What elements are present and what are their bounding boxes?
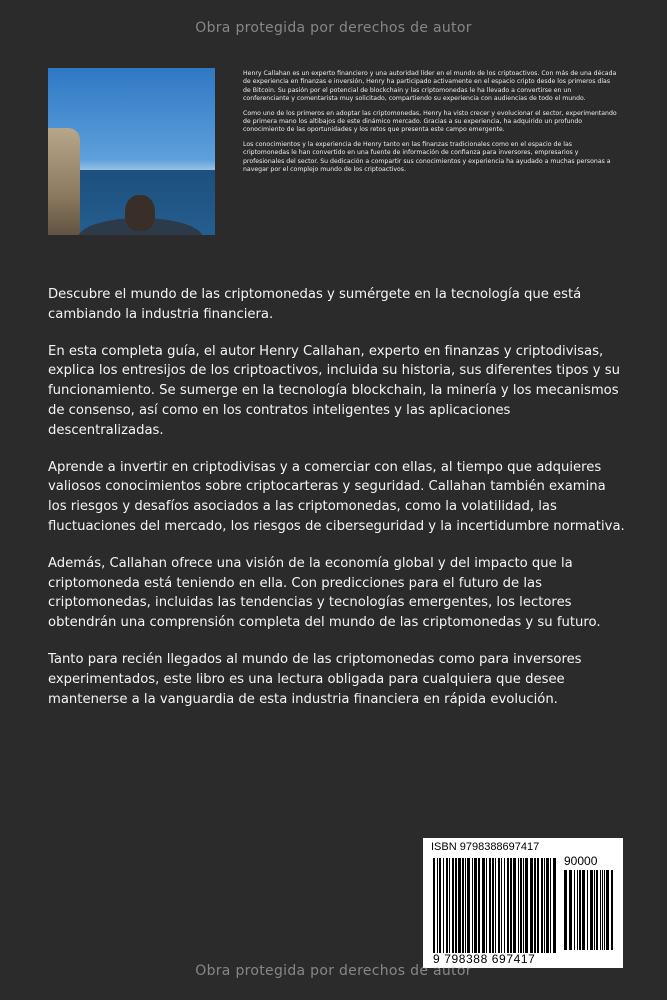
photo-cliff xyxy=(48,128,80,235)
isbn-barcode xyxy=(423,838,623,968)
barcode-addon-bars xyxy=(564,870,614,950)
barcode-bar xyxy=(537,858,539,953)
book-description xyxy=(48,285,628,726)
barcode-bar xyxy=(590,870,593,950)
description-paragraph: En esta completa guía, el autor Henry Callahan, experto en finanzas y criptodivisas, explica los entresijos de los criptoactivos, incluida su historia, sus diferentes tipos y su funcionamiento. Se sumerge en la tecnología blockchain, la minería y los mecanismos de consenso, así como en los contratos inteligentes y las aplicaciones descentralizadas. xyxy=(48,343,620,438)
barcode-main-bars xyxy=(433,858,559,953)
barcode-bar xyxy=(600,870,601,950)
author-bio-paragraph: Henry Callahan es un experto financiero y una autoridad líder en el mundo de los criptoactivos. Con más de una década de experiencia en finanzas e inversión, Henry ha participado activamente en el espacio cripto desde los primeros días de Bitcoin. Su pasión por el potencial de blockchain y las criptomonedas le ha llevado a convertirse en un conferenciante y comentarista muy solicitado, compartiendo su experiencia con audiencias de todo el mundo. xyxy=(243,70,617,103)
barcode-bar xyxy=(452,858,454,953)
photo-person-head xyxy=(125,195,155,231)
author-bio xyxy=(243,70,618,180)
barcode-bar xyxy=(544,858,545,953)
barcode-bar xyxy=(495,858,496,953)
barcode-bar xyxy=(574,870,575,950)
barcode-digits: 9 798388 697417 xyxy=(433,952,536,966)
barcode-bar xyxy=(446,858,448,953)
description-paragraph: Descubre el mundo de las criptomonedas y sumérgete en la tecnología que está cambiando la industria financiera. xyxy=(48,287,582,322)
barcode-bar xyxy=(594,870,595,950)
barcode-bar xyxy=(518,858,519,953)
author-photo xyxy=(48,68,215,235)
barcode-bar xyxy=(504,858,505,953)
barcode-bar xyxy=(449,858,450,953)
barcode-bar xyxy=(577,870,578,950)
description-paragraph: Tanto para recién llegados al mundo de las criptomonedas como para inversores experimentados, este libro es una lectura obligada para cualquiera que desee mantenerse a la vanguardia de esta industria financiera en rápida evolución. xyxy=(48,651,582,707)
barcode-bar xyxy=(569,870,572,950)
barcode-bar xyxy=(530,858,533,953)
barcode-bar xyxy=(467,858,470,953)
barcode-bar xyxy=(489,858,491,953)
barcode-bar xyxy=(472,858,473,953)
barcode-bar xyxy=(501,858,502,953)
barcode-bar xyxy=(513,858,516,953)
isbn-label: ISBN 9798388697417 xyxy=(431,841,540,853)
barcode-bar xyxy=(564,870,567,950)
barcode-bar xyxy=(534,858,536,953)
barcode-bar xyxy=(433,858,435,953)
barcode-bar xyxy=(482,858,485,953)
barcode-bar xyxy=(455,858,457,953)
barcode-bar xyxy=(546,858,549,953)
barcode-bar xyxy=(492,858,494,953)
author-bio-paragraph: Los conocimientos y la experiencia de Henry tanto en las finanzas tradicionales como en el espacio de las criptomonedas le han convertido en una fuente de información de confianza para inversores, empresarios y profesionales del sector. Su dedicación a compartir sus conocimientos y experiencia ha ayudado a muchas personas a navegar por el complejo mundo de los criptoactivos. xyxy=(243,140,611,174)
barcode-bar xyxy=(443,858,444,953)
barcode-bar xyxy=(465,858,466,953)
barcode-bar xyxy=(486,858,487,953)
barcode-bar xyxy=(579,870,581,950)
barcode-bar xyxy=(520,858,522,953)
barcode-bar xyxy=(474,858,477,953)
barcode-bar xyxy=(602,870,603,950)
barcode-bar xyxy=(523,858,524,953)
description-paragraph: Además, Callahan ofrece una visión de la economía global y del impacto que la criptomoneda está teniendo en ella. Con predicciones para el futuro de las criptomonedas, incluidas las tendencias y tecnologías emergentes, los lectores obtendrán una comprensión completa del mundo de las criptomonedas y su futuro. xyxy=(48,555,601,631)
barcode-bar xyxy=(596,870,598,950)
barcode-bar xyxy=(606,870,609,950)
barcode-bar xyxy=(582,870,585,950)
barcode-bar xyxy=(525,858,528,953)
barcode-bar xyxy=(550,858,551,953)
barcode-bar xyxy=(611,870,613,950)
barcode-bar xyxy=(604,870,605,950)
barcode-bar xyxy=(587,870,588,950)
barcode-bar xyxy=(478,858,480,953)
barcode-bar xyxy=(437,858,438,953)
watermark-top: Obra protegida por derechos de autor xyxy=(195,20,472,36)
barcode-bar xyxy=(498,858,500,953)
barcode-bar xyxy=(507,858,509,953)
price-code: 90000 xyxy=(564,854,598,868)
author-bio-paragraph: Como uno de los primeros en adoptar las criptomonedas, Henry ha visto crecer y evolucionar el sector, experimentando de primera mano los altibajos de este dinámico mercado. Gracias a su experiencia, ha adquirido un profundo conocimiento de las oportunidades y los retos que presenta este campo emergente. xyxy=(243,109,617,134)
barcode-bar xyxy=(458,858,461,953)
barcode-bar xyxy=(553,858,556,953)
barcode-bar xyxy=(439,858,441,953)
barcode-bar xyxy=(462,858,464,953)
barcode-bar xyxy=(510,858,512,953)
barcode-bar xyxy=(541,858,543,953)
description-paragraph: Aprende a invertir en criptodivisas y a comerciar con ellas, al tiempo que adquieres valiosos conocimientos sobre criptocarteras y seguridad. Callahan también examina los riesgos y desafíos asociados a las criptomonedas, como la volatilidad, las fluctuaciones del mercado, los riesgos de ciberseguridad y la incertidumbre normativa. xyxy=(48,459,625,534)
watermark-bottom: Obra protegida por derechos de autor xyxy=(195,963,472,979)
